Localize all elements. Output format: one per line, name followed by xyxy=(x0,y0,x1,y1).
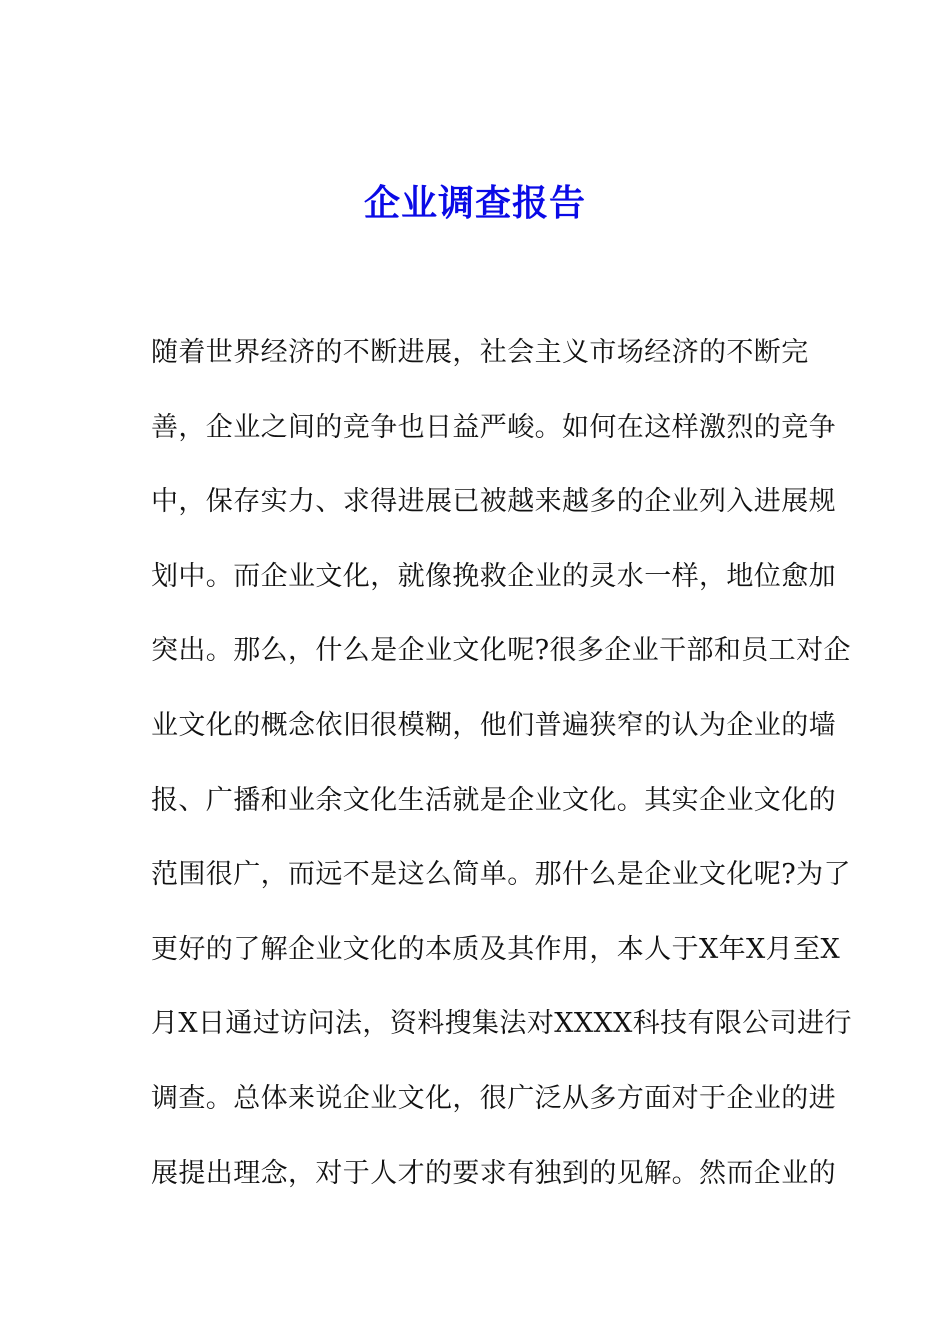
body-text xyxy=(151,330,852,1225)
body-line: 展提出理念，对于人才的要求有独到的见解。然而企业的 xyxy=(151,1157,836,1189)
body-line: 范围很广，而远不是这么简单。那什么是企业文化呢?为了 xyxy=(151,859,851,891)
body-line: 善，企业之间的竞争也日益严峻。如何在这样激烈的竞争 xyxy=(151,411,836,443)
body-line: 更好的了解企业文化的本质及其作用，本人于X年X月至X xyxy=(151,933,841,965)
document-title: 企业调查报告 xyxy=(363,182,586,224)
body-line: 业文化的概念依旧很模糊，他们普遍狭窄的认为企业的墙 xyxy=(151,709,836,741)
body-line: 月X日通过访问法，资料搜集法对XXXX科技有限公司进行 xyxy=(151,1008,852,1040)
body-line: 报、广播和业余文化生活就是企业文化。其实企业文化的 xyxy=(151,784,836,816)
body-line: 调查。总体来说企业文化，很广泛从多方面对于企业的进 xyxy=(151,1082,836,1114)
body-line: 划中。而企业文化，就像挽救企业的灵水一样，地位愈加 xyxy=(151,560,836,592)
body-line: 突出。那么，什么是企业文化呢?很多企业干部和员工对企 xyxy=(151,635,851,667)
body-line: 随着世界经济的不断进展，社会主义市场经济的不断完 xyxy=(151,337,809,368)
body-line: 中，保存实力、求得进展已被越来越多的企业列入进展规 xyxy=(151,486,836,518)
